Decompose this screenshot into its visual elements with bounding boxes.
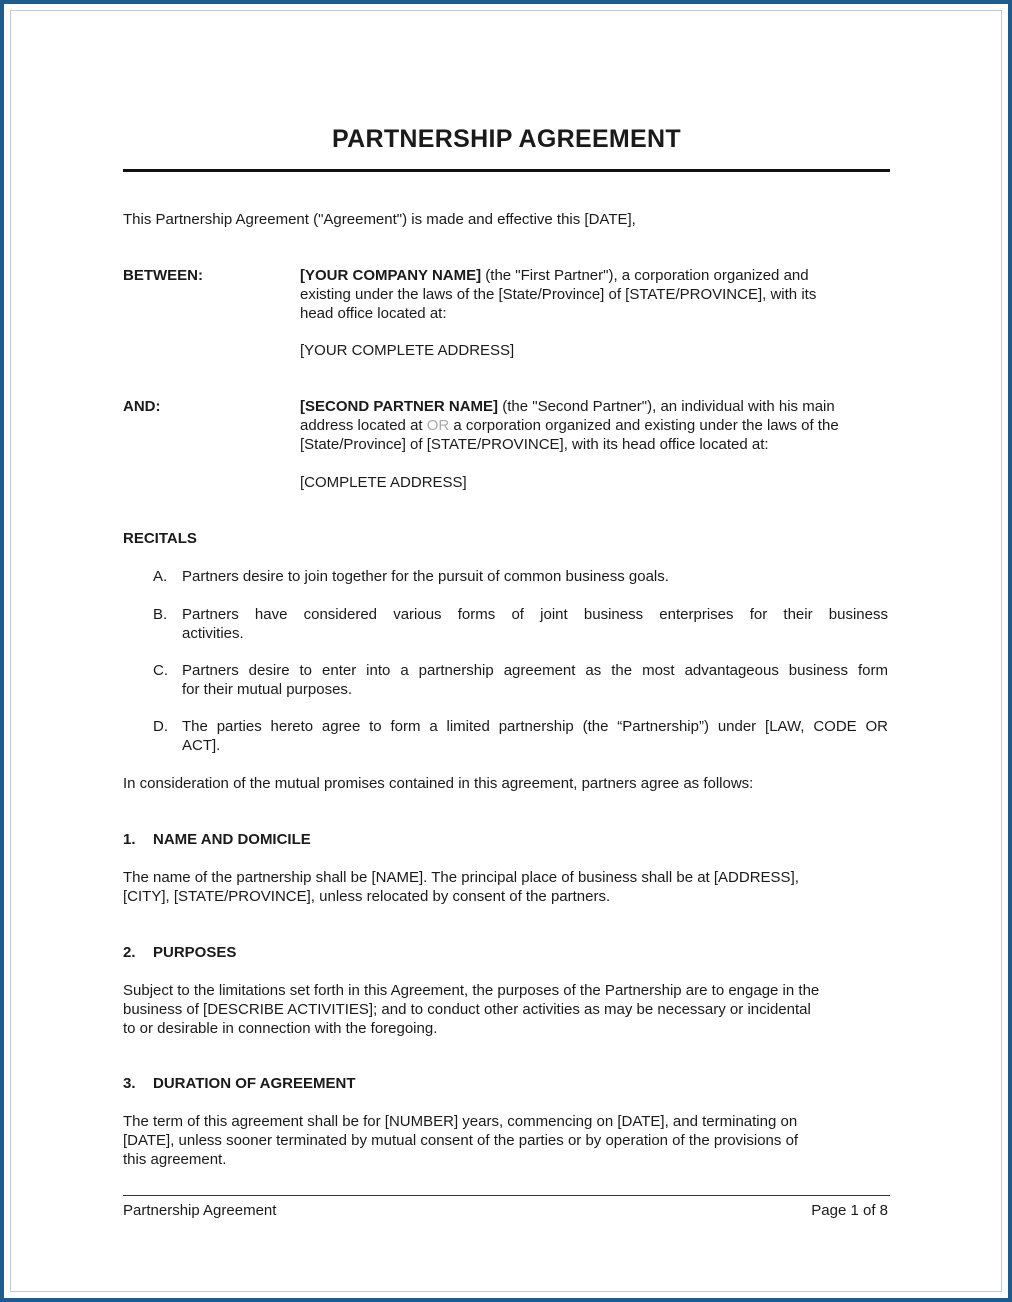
footer-document-name: Partnership Agreement [123,1202,277,1219]
recital-text: Partners desire to enter into a partnership agreement as the most advantageous business form [182,662,888,679]
recital-letter: B. [153,606,168,623]
recital-text: Partners have considered various forms of joint business enterprises for their business [182,606,888,623]
second-partner-line-1 [300,397,890,416]
section-line: Subject to the limitations set forth in this Agreement, the purposes of the Partnership are to engage in the [123,982,820,999]
section-line: business of [DESCRIBE ACTIVITIES]; and to conduct other activities as may be necessary or incidental [123,1001,811,1018]
recital-letter: C. [153,662,168,679]
between-label: BETWEEN: [123,267,203,284]
first-partner-block [300,266,890,323]
recital-text-cont: for their mutual purposes. [182,681,353,698]
recital-letter: A. [153,568,168,585]
and-label: AND: [123,398,161,415]
section-number: 3. [123,1075,136,1092]
recitals-heading: RECITALS [123,530,197,547]
first-partner-address: [YOUR COMPLETE ADDRESS] [300,342,515,359]
recital-text-cont: activities. [182,625,244,642]
section-line: The name of the partnership shall be [NAME]. The principal place of business shall be at [ADDRESS], [123,869,799,886]
section-title: DURATION OF AGREEMENT [153,1075,356,1092]
recital-text: The parties hereto agree to form a limited partnership (the “Partnership”) under [LAW, CODE OR [182,718,888,735]
recital-text-cont: ACT]. [182,737,221,754]
second-partner-line-2 [300,416,890,435]
recital-letter: D. [153,718,168,735]
section-number: 2. [123,944,136,961]
intro-paragraph: This Partnership Agreement ("Agreement") is made and effective this [DATE], [123,211,636,228]
title-rule [123,169,890,172]
section-line: The term of this agreement shall be for [NUMBER] years, commencing on [DATE], and terminating on [123,1113,798,1130]
or-placeholder: OR [426,417,450,434]
document-title: PARTNERSHIP AGREEMENT [332,125,681,153]
section-line: [CITY], [STATE/PROVINCE], unless relocated by consent of the partners. [123,888,611,905]
section-title: NAME AND DOMICILE [153,831,311,848]
second-partner-line-1-rest: (the "Second Partner"), an individual with his main [498,398,835,415]
first-partner-line-1-rest: (the "First Partner"), a corporation organized and [481,267,809,284]
section-number: 1. [123,831,136,848]
footer-page-number: Page 1 of 8 [811,1202,888,1219]
second-partner-block [300,397,890,454]
section-line: [DATE], unless sooner terminated by mutual consent of the parties or by operation of the provisions of [123,1132,799,1149]
footer-rule [123,1195,890,1196]
first-partner-name: [YOUR COMPANY NAME] [300,267,482,284]
second-partner-line-3: [State/Province] of [STATE/PROVINCE], with its head office located at: [300,436,769,453]
recital-text: Partners desire to join together for the pursuit of common business goals. [182,568,669,585]
first-partner-line-2: existing under the laws of the [State/Province] of [STATE/PROVINCE], with its [300,286,817,303]
second-partner-address: [COMPLETE ADDRESS] [300,474,467,491]
second-partner-name: [SECOND PARTNER NAME] [300,398,499,415]
first-partner-line-1 [300,266,890,285]
second-partner-line-2-b: a corporation organized and existing under the laws of the [449,417,839,434]
second-partner-line-2-a: address located at [300,417,427,434]
recitals-closing: In consideration of the mutual promises contained in this agreement, partners agree as follows: [123,775,754,792]
section-line: to or desirable in connection with the foregoing. [123,1020,438,1037]
section-line: this agreement. [123,1151,227,1168]
section-title: PURPOSES [153,944,237,961]
first-partner-line-3: head office located at: [300,305,447,322]
